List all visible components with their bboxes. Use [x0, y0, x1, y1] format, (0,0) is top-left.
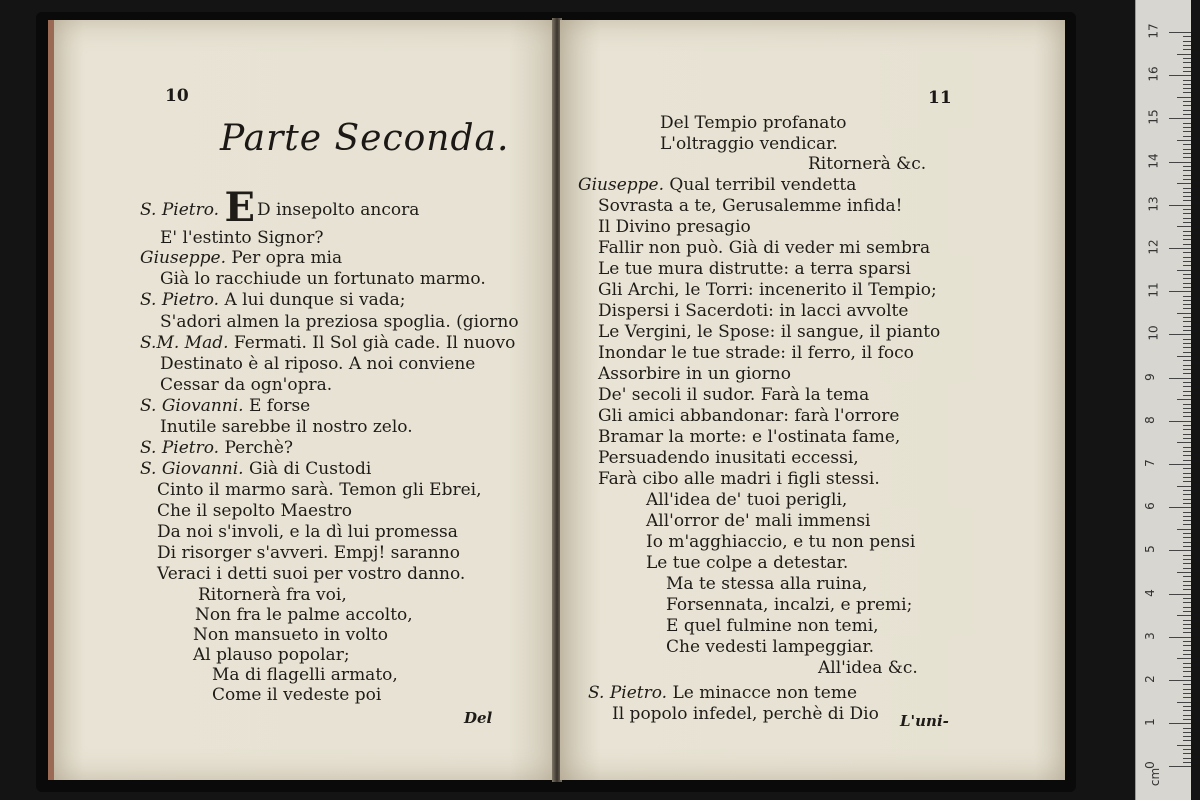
ruler-minor-tick — [1183, 602, 1191, 603]
ruler-minor-tick — [1183, 706, 1191, 707]
text-line — [140, 438, 293, 458]
ruler-minor-tick — [1183, 62, 1191, 63]
ruler-minor-tick — [1183, 620, 1191, 621]
speaker: Giuseppe. — [140, 248, 226, 268]
ruler-minor-tick — [1183, 468, 1191, 469]
ruler-minor-tick — [1183, 404, 1191, 405]
text-line: Il popolo infedel, perchè di Dio — [612, 704, 879, 724]
text-line: All'idea &c. — [818, 658, 918, 678]
ruler-minor-tick — [1183, 188, 1191, 189]
catchword: L'uni- — [900, 712, 949, 730]
ruler-minor-tick — [1183, 473, 1191, 474]
ruler-minor-tick — [1183, 308, 1191, 309]
ruler-minor-tick — [1183, 654, 1191, 655]
ruler-minor-tick — [1183, 382, 1191, 383]
line-text: Le minacce non teme — [672, 683, 858, 703]
ruler-major-tick — [1169, 507, 1191, 508]
ruler-minor-tick — [1177, 572, 1191, 573]
ruler-minor-tick — [1183, 287, 1191, 288]
text-line: Io m'agghiaccio, e tu non pensi — [646, 532, 916, 552]
ruler-minor-tick — [1183, 365, 1191, 366]
ruler-minor-tick — [1177, 658, 1191, 659]
text-line: Dispersi i Sacerdoti: in lacci avvolte — [598, 301, 909, 321]
ruler-minor-tick — [1177, 140, 1191, 141]
ruler-minor-tick — [1183, 209, 1191, 210]
ruler-minor-tick — [1183, 179, 1191, 180]
ruler-minor-tick — [1183, 481, 1191, 482]
ruler-minor-tick — [1183, 144, 1191, 145]
ruler-label: 4 — [1142, 588, 1157, 597]
ruler-minor-tick — [1183, 92, 1191, 93]
text-line: Gli Archi, le Torri: incenerito il Tempio; — [598, 280, 937, 300]
ruler-minor-tick — [1183, 373, 1191, 374]
ruler-minor-tick — [1183, 80, 1191, 81]
ruler-label: 9 — [1142, 372, 1157, 381]
ruler-minor-tick — [1183, 589, 1191, 590]
ruler-minor-tick — [1183, 611, 1191, 612]
ruler-minor-tick — [1177, 54, 1191, 55]
ruler-minor-tick — [1183, 265, 1191, 266]
ruler-minor-tick — [1183, 105, 1191, 106]
ruler-minor-tick — [1177, 313, 1191, 314]
ruler-minor-tick — [1177, 745, 1191, 746]
text-line — [140, 459, 371, 479]
ruler-minor-tick — [1177, 97, 1191, 98]
text-line: Già lo racchiude un fortunato marmo. — [160, 269, 486, 289]
ruler-minor-tick — [1183, 391, 1191, 392]
ruler-minor-tick — [1183, 684, 1191, 685]
ruler-minor-tick — [1183, 343, 1191, 344]
line-text: E forse — [248, 396, 311, 416]
ruler-minor-tick — [1183, 114, 1191, 115]
text-line: Che vedesti lampeggiar. — [666, 637, 875, 657]
right-page-number: 11 — [928, 88, 952, 108]
text-line: Bramar la morte: e l'ostinata fame, — [598, 427, 901, 447]
ruler-minor-tick — [1183, 283, 1191, 284]
speaker: S. Pietro. — [140, 290, 220, 310]
text-line: Come il vedeste poi — [212, 685, 382, 705]
speaker: Giuseppe. — [578, 175, 664, 195]
ruler-minor-tick — [1183, 503, 1191, 504]
ruler-major-tick — [1169, 766, 1191, 767]
ruler-minor-tick — [1183, 408, 1191, 409]
ruler-minor-tick — [1183, 533, 1191, 534]
ruler-minor-tick — [1183, 425, 1191, 426]
ruler-minor-tick — [1183, 758, 1191, 759]
text-line: Da noi s'involi, e la dì lui promessa — [157, 522, 458, 542]
ruler-minor-tick — [1183, 222, 1191, 223]
line-text: Fermati. Il Sol già cade. Il nuovo — [233, 333, 516, 353]
ruler-major-tick — [1169, 594, 1191, 595]
ruler-minor-tick — [1183, 123, 1191, 124]
ruler-minor-tick — [1183, 499, 1191, 500]
speaker: S. Pietro. — [588, 683, 668, 703]
ruler-minor-tick — [1183, 36, 1191, 37]
ruler-minor-tick — [1183, 326, 1191, 327]
ruler-minor-tick — [1183, 753, 1191, 754]
ruler-minor-tick — [1177, 399, 1191, 400]
ruler-minor-tick — [1183, 200, 1191, 201]
ruler-minor-tick — [1183, 192, 1191, 193]
ruler-minor-tick — [1183, 136, 1191, 137]
ruler-major-tick — [1169, 421, 1191, 422]
text-line: Inutile sarebbe il nostro zelo. — [160, 417, 413, 437]
drop-cap: E — [224, 184, 255, 231]
text-line: De' secoli il sudor. Farà la tema — [598, 385, 870, 405]
ruler-minor-tick — [1183, 339, 1191, 340]
text-line: Non fra le palme accolto, — [195, 605, 413, 625]
ruler-minor-tick — [1183, 689, 1191, 690]
text-line: Al plauso popolar; — [193, 645, 350, 665]
ruler-minor-tick — [1183, 67, 1191, 68]
ruler-minor-tick — [1183, 598, 1191, 599]
ruler-minor-tick — [1183, 170, 1191, 171]
text-line: L'oltraggio vendicar. — [660, 134, 838, 154]
line-text: D insepolto ancora — [257, 200, 420, 220]
ruler-label: 6 — [1142, 502, 1157, 511]
text-line — [140, 333, 515, 353]
ruler-major-tick — [1169, 637, 1191, 638]
ruler-minor-tick — [1183, 101, 1191, 102]
text-line — [140, 290, 406, 310]
text-line: Farà cibo alle madri i figli stessi. — [598, 469, 880, 489]
ruler-minor-tick — [1183, 650, 1191, 651]
text-line: Ma te stessa alla ruina, — [666, 574, 868, 594]
text-line: Forsennata, incalzi, e premi; — [666, 595, 913, 615]
text-line: Assorbire in un giorno — [598, 364, 791, 384]
text-line: Le tue colpe a detestar. — [646, 553, 849, 573]
ruler-minor-tick — [1183, 693, 1191, 694]
text-line: Persuadendo inusitati eccessi, — [598, 448, 859, 468]
ruler-label: 17 — [1146, 23, 1161, 39]
line-text: Per opra mia — [231, 248, 343, 268]
ruler-major-tick — [1169, 464, 1191, 465]
line-text: Perchè? — [224, 438, 294, 458]
text-line — [588, 683, 857, 703]
ruler-minor-tick — [1183, 740, 1191, 741]
ruler-minor-tick — [1177, 442, 1191, 443]
ruler-minor-tick — [1177, 615, 1191, 616]
ruler-minor-tick — [1177, 529, 1191, 530]
ruler-minor-tick — [1177, 270, 1191, 271]
ruler-major-tick — [1169, 723, 1191, 724]
ruler-minor-tick — [1183, 317, 1191, 318]
ruler-minor-tick — [1183, 628, 1191, 629]
ruler-minor-tick — [1183, 49, 1191, 50]
ruler-major-tick — [1169, 248, 1191, 249]
text-line — [578, 175, 856, 195]
speaker: S. Giovanni. — [140, 396, 244, 416]
ruler-minor-tick — [1183, 576, 1191, 577]
ruler-minor-tick — [1183, 196, 1191, 197]
ruler-minor-tick — [1183, 304, 1191, 305]
ruler-major-tick — [1169, 162, 1191, 163]
ruler-label: 10 — [1146, 325, 1161, 342]
measuring-ruler — [1135, 0, 1191, 800]
ruler-minor-tick — [1183, 84, 1191, 85]
ruler-minor-tick — [1183, 460, 1191, 461]
ruler-label: 1 — [1142, 718, 1157, 727]
ruler-minor-tick — [1183, 239, 1191, 240]
speaker: S.M. Mad. — [140, 333, 229, 353]
ruler-minor-tick — [1183, 274, 1191, 275]
ruler-major-tick — [1169, 291, 1191, 292]
text-line: S'adori almen la preziosa spoglia. (giorno — [160, 312, 519, 332]
ruler-minor-tick — [1183, 585, 1191, 586]
ruler-label: 12 — [1146, 239, 1161, 255]
speaker: S. Giovanni. — [140, 459, 244, 479]
text-line: Di risorger s'avveri. Empj! saranno — [157, 543, 460, 563]
ruler-minor-tick — [1177, 486, 1191, 487]
text-line — [140, 396, 310, 416]
text-line: Ritornerà fra voi, — [198, 585, 347, 605]
text-line: Le tue mura distrutte: a terra sparsi — [598, 259, 911, 279]
ruler-minor-tick — [1183, 257, 1191, 258]
ruler-label: 8 — [1142, 415, 1157, 424]
text-line: Sovrasta a te, Gerusalemme infida! — [598, 196, 903, 216]
text-line: Veraci i detti suoi per vostro danno. — [157, 564, 466, 584]
catchword: Del — [464, 709, 493, 727]
ruler-minor-tick — [1183, 330, 1191, 331]
ruler-major-tick — [1169, 205, 1191, 206]
ruler-minor-tick — [1183, 347, 1191, 348]
ruler-minor-tick — [1177, 183, 1191, 184]
ruler-minor-tick — [1183, 369, 1191, 370]
ruler-minor-tick — [1183, 261, 1191, 262]
ruler-minor-tick — [1183, 524, 1191, 525]
ruler-minor-tick — [1183, 715, 1191, 716]
ruler-major-tick — [1169, 378, 1191, 379]
ruler-label: 15 — [1146, 109, 1161, 126]
ruler-minor-tick — [1183, 719, 1191, 720]
ruler-minor-tick — [1183, 451, 1191, 452]
ruler-minor-tick — [1183, 645, 1191, 646]
ruler-minor-tick — [1183, 416, 1191, 417]
text-line: Le Vergini, le Spose: il sangue, il pianto — [598, 322, 941, 342]
ruler-minor-tick — [1183, 641, 1191, 642]
ruler-minor-tick — [1183, 157, 1191, 158]
left-page-number: 10 — [165, 86, 189, 106]
text-line: Gli amici abbandonar: farà l'orrore — [598, 406, 900, 426]
text-line: E' l'estinto Signor? — [160, 228, 324, 248]
ruler-minor-tick — [1183, 429, 1191, 430]
ruler-minor-tick — [1183, 58, 1191, 59]
ruler-minor-tick — [1183, 632, 1191, 633]
ruler-minor-tick — [1183, 563, 1191, 564]
ruler-minor-tick — [1183, 546, 1191, 547]
text-line: Del Tempio profanato — [660, 113, 847, 133]
ruler-minor-tick — [1183, 555, 1191, 556]
ruler-label: 2 — [1142, 675, 1157, 683]
ruler-minor-tick — [1183, 131, 1191, 132]
ruler-minor-tick — [1183, 671, 1191, 672]
ruler-minor-tick — [1183, 477, 1191, 478]
ruler-minor-tick — [1183, 244, 1191, 245]
text-line: Destinato è al riposo. A noi conviene — [160, 354, 476, 374]
ruler-unit: cm — [1148, 767, 1163, 787]
ruler-minor-tick — [1183, 166, 1191, 167]
text-line — [140, 184, 420, 231]
line-text: Qual terribil vendetta — [669, 175, 857, 195]
ruler-minor-tick — [1183, 607, 1191, 608]
ruler-minor-tick — [1183, 494, 1191, 495]
ruler-minor-tick — [1183, 537, 1191, 538]
text-line: Il Divino presagio — [598, 217, 751, 237]
ruler-major-tick — [1169, 32, 1191, 33]
ruler-label: 16 — [1146, 66, 1161, 82]
text-line: Ritornerà &c. — [808, 154, 927, 174]
text-line: Inondar le tue strade: il ferro, il foco — [598, 343, 914, 363]
ruler-minor-tick — [1183, 749, 1191, 750]
ruler-minor-tick — [1183, 568, 1191, 569]
text-line: All'idea de' tuoi perigli, — [646, 490, 848, 510]
ruler-minor-tick — [1183, 667, 1191, 668]
ruler-minor-tick — [1183, 321, 1191, 322]
speaker: S. Pietro. — [140, 438, 220, 458]
ruler-minor-tick — [1183, 395, 1191, 396]
ruler-minor-tick — [1183, 728, 1191, 729]
ruler-minor-tick — [1183, 542, 1191, 543]
ruler-minor-tick — [1183, 110, 1191, 111]
text-line: Non mansueto in volto — [193, 625, 389, 645]
ruler-minor-tick — [1183, 455, 1191, 456]
line-text: Già di Custodi — [248, 459, 372, 479]
ruler-minor-tick — [1183, 559, 1191, 560]
speaker: S. Pietro. — [140, 200, 220, 220]
page-heading: Parte Seconda. — [220, 118, 510, 159]
ruler-minor-tick — [1183, 231, 1191, 232]
ruler-minor-tick — [1183, 710, 1191, 711]
ruler-minor-tick — [1183, 762, 1191, 763]
ruler-minor-tick — [1183, 175, 1191, 176]
ruler-label: 13 — [1146, 196, 1161, 212]
ruler-minor-tick — [1183, 149, 1191, 150]
ruler-label: 11 — [1146, 282, 1161, 298]
ruler-minor-tick — [1183, 352, 1191, 353]
ruler-label: 0 — [1142, 761, 1157, 770]
ruler-minor-tick — [1183, 663, 1191, 664]
ruler-major-tick — [1169, 334, 1191, 335]
text-line: Cinto il marmo sarà. Temon gli Ebrei, — [157, 480, 482, 500]
ruler-minor-tick — [1183, 736, 1191, 737]
ruler-major-tick — [1169, 550, 1191, 551]
text-line — [140, 248, 342, 268]
ruler-label: 14 — [1146, 152, 1161, 169]
ruler-minor-tick — [1183, 153, 1191, 154]
ruler-minor-tick — [1183, 520, 1191, 521]
ruler-minor-tick — [1183, 218, 1191, 219]
text-line: Cessar da ogn'opra. — [160, 375, 333, 395]
ruler-label: 7 — [1142, 459, 1157, 467]
ruler-minor-tick — [1183, 300, 1191, 301]
ruler-minor-tick — [1183, 360, 1191, 361]
text-line: Ma di flagelli armato, — [212, 665, 398, 685]
ruler-minor-tick — [1177, 226, 1191, 227]
ruler-minor-tick — [1183, 71, 1191, 72]
ruler-minor-tick — [1183, 697, 1191, 698]
ruler-minor-tick — [1183, 732, 1191, 733]
line-text: A lui dunque si vada; — [224, 290, 406, 310]
ruler-minor-tick — [1183, 252, 1191, 253]
ruler-minor-tick — [1183, 386, 1191, 387]
ruler-minor-tick — [1183, 45, 1191, 46]
ruler-minor-tick — [1183, 447, 1191, 448]
ruler-minor-tick — [1183, 581, 1191, 582]
ruler-label: 5 — [1142, 545, 1157, 554]
ruler-minor-tick — [1183, 296, 1191, 297]
ruler-minor-tick — [1183, 516, 1191, 517]
ruler-minor-tick — [1183, 235, 1191, 236]
ruler-label: 3 — [1142, 631, 1157, 640]
ruler-minor-tick — [1183, 213, 1191, 214]
ruler-minor-tick — [1177, 702, 1191, 703]
ruler-minor-tick — [1183, 278, 1191, 279]
ruler-minor-tick — [1183, 41, 1191, 42]
text-line: All'orror de' mali immensi — [646, 511, 871, 531]
text-line: Fallir non può. Già di veder mi sembra — [598, 238, 931, 258]
ruler-minor-tick — [1177, 356, 1191, 357]
ruler-minor-tick — [1183, 434, 1191, 435]
ruler-minor-tick — [1183, 624, 1191, 625]
ruler-major-tick — [1169, 118, 1191, 119]
text-line: Che il sepolto Maestro — [157, 501, 353, 521]
ruler-major-tick — [1169, 680, 1191, 681]
ruler-minor-tick — [1183, 88, 1191, 89]
ruler-minor-tick — [1183, 676, 1191, 677]
ruler-major-tick — [1169, 75, 1191, 76]
ruler-minor-tick — [1183, 412, 1191, 413]
ruler-minor-tick — [1183, 438, 1191, 439]
text-line: E quel fulmine non temi, — [666, 616, 879, 636]
ruler-minor-tick — [1183, 512, 1191, 513]
ruler-minor-tick — [1183, 490, 1191, 491]
ruler-minor-tick — [1183, 127, 1191, 128]
